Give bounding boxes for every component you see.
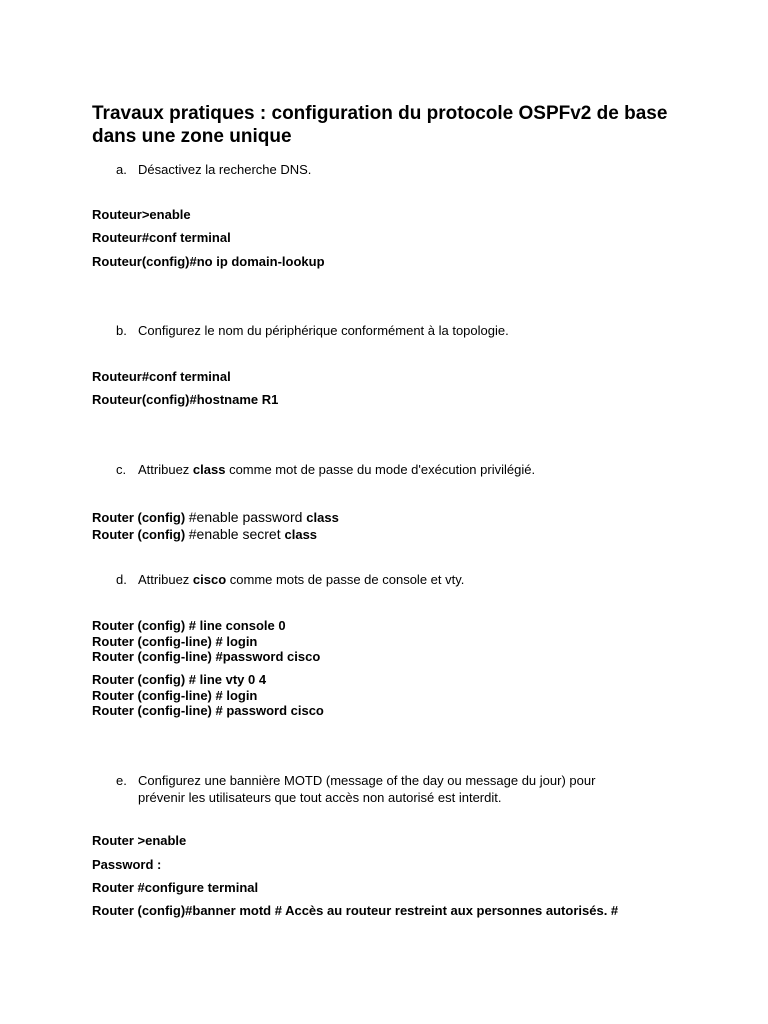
page-title: Travaux pratiques : configuration du protocole OSPFv2 de base dans une zone unique — [92, 103, 668, 147]
step-text: Configurez une bannière MOTD (message of the day ou message du jour) pour prévenir les utilisateurs que tout accès non autorisé est interdit. — [138, 773, 596, 805]
step-text: Configurez le nom du périphérique conformément à la topologie. — [138, 323, 509, 338]
step-text: Attribuez cisco comme mots de passe de console et vty. — [138, 572, 465, 587]
command-line: Password : — [92, 857, 162, 872]
command-line: Routeur#conf terminal — [92, 230, 231, 245]
command-line: Router (config-line) # login — [92, 688, 258, 703]
command-line: Router (config)#banner motd # Accès au routeur restreint aux personnes autorisés. # — [92, 903, 619, 918]
command-line: Router (config) # line console 0 — [92, 618, 286, 633]
command-line: Routeur(config)#no ip domain-lookup — [92, 254, 325, 269]
command-line: Router (config-line) # password cisco — [92, 703, 324, 718]
step-label: c. — [116, 462, 127, 477]
step-label: e. — [116, 773, 127, 788]
command-line: Routeur#conf terminal — [92, 369, 231, 384]
step-label: a. — [116, 162, 127, 177]
command-line: Router (config) #enable password class — [92, 509, 339, 525]
command-line: Router (config) # line vty 0 4 — [92, 672, 267, 687]
command-line: Routeur>enable — [92, 207, 191, 222]
command-line: Router #configure terminal — [92, 880, 259, 895]
command-line: Router (config) #enable secret class — [92, 526, 318, 542]
step-text: Désactivez la recherche DNS. — [138, 162, 312, 177]
step-label: b. — [116, 323, 127, 338]
command-line: Router (config-line) # login — [92, 634, 258, 649]
step-label: d. — [116, 572, 127, 587]
command-line: Router (config-line) #password cisco — [92, 649, 321, 664]
command-line: Router >enable — [92, 833, 187, 848]
command-line: Routeur(config)#hostname R1 — [92, 392, 279, 407]
step-text: Attribuez class comme mot de passe du mode d'exécution privilégié. — [138, 462, 536, 477]
